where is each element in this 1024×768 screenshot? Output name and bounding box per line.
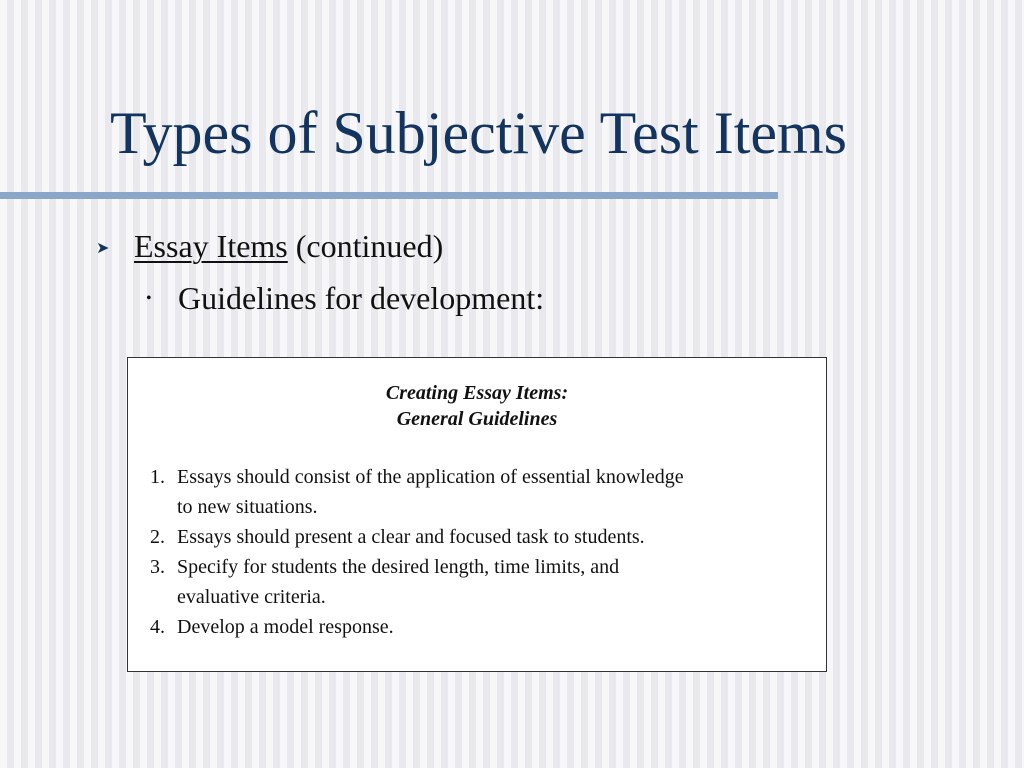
guidelines-list [150,462,820,642]
list-item-number: 2. [150,526,165,548]
list-item-text: Specify for students the desired length, time limits, and [177,556,620,578]
list-item-text: Essays should consist of the application of essential knowledge [177,466,684,488]
list-item-number: 4. [150,616,165,638]
box-title-line2: General Guidelines [396,408,558,430]
list-item-text-continued: evaluative criteria. [177,586,326,608]
bullet-essay-items [96,228,443,265]
list-item-text: Develop a model response. [177,616,394,638]
list-item [150,552,820,612]
essay-items-link-text: Essay Items [134,228,288,264]
guidelines-text: Guidelines for development: [178,280,545,316]
bullet-essay-items-text [134,228,443,264]
slide-title: Types of Subjective Test Items [110,100,848,166]
continued-text: (continued) [287,228,444,264]
box-title [128,380,826,432]
list-item-text: Essays should present a clear and focused task to students. [177,526,645,548]
list-item [150,522,820,552]
list-item [150,612,820,642]
box-title-line1: Creating Essay Items: [385,382,569,404]
list-item-number: 1. [150,466,165,488]
list-item-number: 3. [150,556,165,578]
list-item [150,462,820,522]
guidelines-box [127,357,827,672]
dot-bullet-icon: • [146,290,152,307]
title-underline-rule [0,192,778,199]
bullet-guidelines [146,280,544,317]
arrow-bullet-icon: ➤ [96,240,110,257]
list-item-text-continued: to new situations. [177,496,318,518]
